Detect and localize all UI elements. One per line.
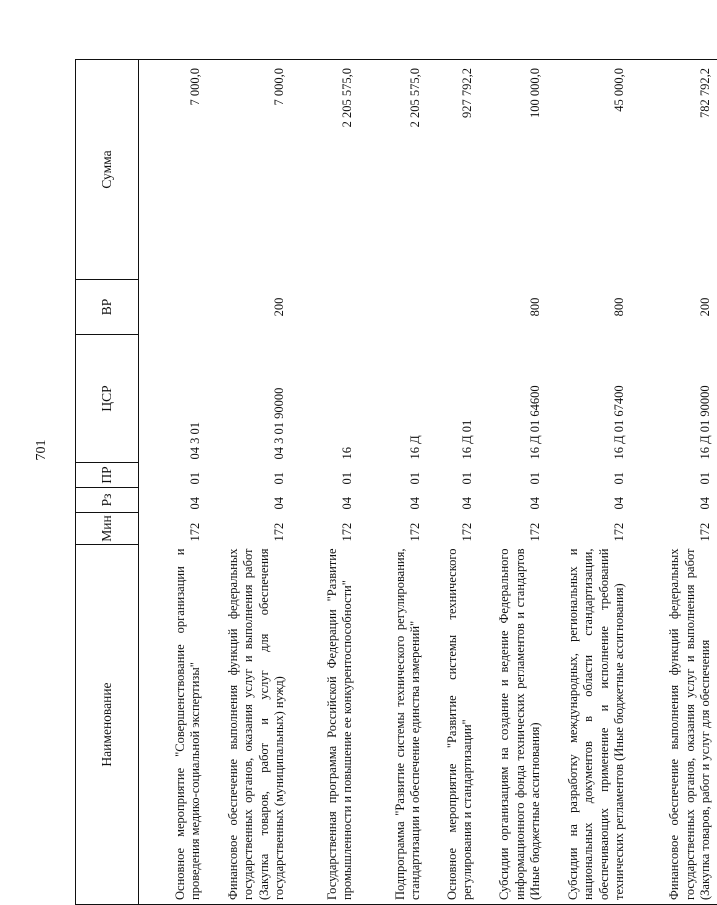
cell-vr: 200 <box>271 297 286 317</box>
cell-min: 172 <box>611 522 626 542</box>
cell-name: Финансовое обеспечение выполнения функций федеральных государственных органов, оказания услуг и выполнения работ (Закупка товаров, работ и услуг для обеспечения <box>631 545 717 905</box>
cell-csr: 16 Д 01 64600 <box>527 385 542 460</box>
table-row <box>631 60 717 905</box>
header-csr: ЦСР <box>76 335 139 463</box>
header-vr: ВР <box>76 280 139 335</box>
cell-pr: 01 <box>459 472 474 485</box>
table-row <box>427 60 479 905</box>
cell-name: Подпрограмма "Развитие системы технического регулирования, стандартизации и обеспечение единства измерений" <box>359 545 427 905</box>
rotated-content <box>75 60 712 905</box>
table-row <box>479 60 547 905</box>
cell-name: Основное мероприятие "Развитие системы технического регулирования и стандартизации" <box>427 545 479 905</box>
cell-name: Субсидии организациям на создание и ведение Федерального информационного фонда технических регламентов и стандартов (Иные бюджетные ассигнования) <box>479 545 547 905</box>
cell-min: 172 <box>527 522 542 542</box>
cell-vr <box>291 280 359 335</box>
cell-min: 172 <box>697 522 712 542</box>
cell-vr: 800 <box>611 297 626 317</box>
cell-pr: 01 <box>697 472 712 485</box>
cell-vr: 200 <box>697 297 712 317</box>
cell-sum: 45 000,0 <box>547 60 631 280</box>
cell-csr: 04 3 01 90000 <box>271 387 286 460</box>
budget-table-frame <box>75 60 712 905</box>
table-row <box>291 60 359 905</box>
cell-vr: 800 <box>527 297 542 317</box>
cell-csr: 16 Д <box>407 435 422 460</box>
cell-csr: 04 3 01 <box>187 422 202 460</box>
cell-sum: 7 000,0 <box>139 60 208 280</box>
cell-sum: 100 000,0 <box>479 60 547 280</box>
cell-vr <box>139 280 208 335</box>
cell-name: Основное мероприятие "Совершенствование организации и проведения медико-социальной экспертизы" <box>139 545 208 905</box>
table-row <box>139 60 208 905</box>
header-min: Мин <box>76 513 139 545</box>
cell-rz: 04 <box>459 497 474 510</box>
cell-csr: 16 Д 01 <box>459 419 474 460</box>
cell-pr: 01 <box>271 472 286 485</box>
cell-vr <box>359 280 427 335</box>
cell-rz: 04 <box>187 497 202 510</box>
cell-vr <box>427 280 479 335</box>
cell-sum: 782 792,2 <box>631 60 717 280</box>
cell-min: 172 <box>407 522 422 542</box>
header-pr: ПР <box>76 463 139 488</box>
cell-rz: 04 <box>271 497 286 510</box>
table-header-row <box>76 60 139 905</box>
cell-name: Государственная программа Российской Федерации "Развитие промышленности и повышение ее конкурентоспособности" <box>291 545 359 905</box>
cell-sum: 2 205 575,0 <box>291 60 359 280</box>
cell-sum: 2 205 575,0 <box>359 60 427 280</box>
budget-table <box>75 59 717 905</box>
table-row <box>547 60 631 905</box>
cell-pr: 01 <box>407 472 422 485</box>
cell-csr: 16 <box>339 447 354 460</box>
cell-rz: 04 <box>407 497 422 510</box>
cell-rz: 04 <box>339 497 354 510</box>
header-sum: Сумма <box>76 60 139 280</box>
cell-min: 172 <box>187 522 202 542</box>
cell-name: Субсидии на разработку международных, региональных и национальных документов в области стандартизации, обеспечивающих применение и исполнение требований технических регламентов (Иные бюджетные ассигнования) <box>547 545 631 905</box>
table-row <box>359 60 427 905</box>
cell-min: 172 <box>339 522 354 542</box>
cell-min: 172 <box>459 522 474 542</box>
cell-pr: 01 <box>187 472 202 485</box>
cell-rz: 04 <box>527 497 542 510</box>
cell-pr: 01 <box>527 472 542 485</box>
table-row <box>207 60 291 905</box>
cell-rz: 04 <box>611 497 626 510</box>
cell-sum: 927 792,2 <box>427 60 479 280</box>
cell-sum: 7 000,0 <box>207 60 291 280</box>
cell-name: Финансовое обеспечение выполнения функций федеральных государственных органов, оказания услуг и выполнения работ (Закупка товаров, работ и услуг для обеспечения государственных (муниципальных) нужд) <box>207 545 291 905</box>
header-rz: Рз <box>76 488 139 513</box>
header-name: Наименование <box>76 545 139 905</box>
cell-rz: 04 <box>697 497 712 510</box>
cell-pr: 01 <box>611 472 626 485</box>
cell-csr: 16 Д 01 90000 <box>697 385 712 460</box>
page-number: 701 <box>34 439 49 461</box>
cell-min: 172 <box>271 522 286 542</box>
cell-pr: 01 <box>339 472 354 485</box>
cell-csr: 16 Д 01 67400 <box>611 385 626 460</box>
